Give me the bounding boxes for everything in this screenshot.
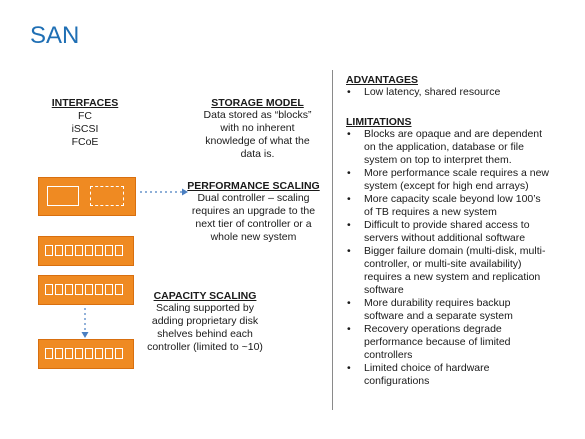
- active-controller-icon: [47, 186, 79, 206]
- limitation-item: [346, 219, 561, 245]
- disk-shelf-icon: [38, 339, 134, 369]
- standby-controller-icon: [90, 186, 124, 206]
- limitation-line: • Bigger failure domain (multi-disk, multi-: [364, 245, 546, 257]
- limitation-line: • More performance scale requires a new: [364, 167, 550, 179]
- limitation-line: configurations: [364, 375, 430, 387]
- limitation-line: system on top to interpret them.: [364, 154, 512, 166]
- limitation-item: [346, 362, 561, 388]
- limitation-item: [346, 297, 561, 323]
- controller-pair-icon: [38, 177, 136, 216]
- limitation-item: [346, 245, 561, 297]
- limitation-item: [346, 167, 561, 193]
- limitation-line: of TB requires a new system: [364, 206, 497, 218]
- capacity-scaling-line: adding proprietary disk: [151, 315, 259, 327]
- interface-item: FCoE: [71, 136, 99, 148]
- disk-shelf-icon: [38, 275, 134, 305]
- limitations-heading: LIMITATIONS: [346, 116, 412, 128]
- limitation-line: • More durability requires backup: [364, 297, 511, 309]
- limitation-line: requires a new system and replication: [364, 271, 541, 283]
- storage-model-line: data is.: [240, 148, 275, 160]
- storage-model-line: Data stored as “blocks”: [203, 109, 312, 121]
- limitations-section: [346, 116, 561, 388]
- limitation-line: • Recovery operations degrade: [364, 323, 502, 335]
- limitation-item: [346, 323, 561, 362]
- limitation-line: • More capacity scale beyond low 100’s: [364, 193, 541, 205]
- limitation-line: • Blocks are opaque and are dependent: [364, 128, 543, 140]
- advantages-heading: ADVANTAGES: [346, 74, 418, 86]
- storage-model-line: with no inherent: [220, 122, 295, 134]
- vertical-divider: [332, 70, 333, 410]
- limitation-line: software and a separate system: [364, 310, 513, 322]
- interface-item: FC: [78, 110, 92, 122]
- performance-scaling-line: whole new system: [210, 231, 297, 243]
- limitations-list: [346, 128, 561, 388]
- disk-shelf-icon: [38, 236, 134, 266]
- capacity-scaling-line: shelves behind each: [157, 328, 253, 340]
- limitation-line: on the application, database or file: [364, 141, 524, 153]
- storage-model-line: knowledge of what the: [205, 135, 310, 147]
- limitation-line: system (except for high end arrays): [364, 180, 529, 192]
- capacity-scaling-line: Scaling supported by: [155, 302, 255, 314]
- limitation-item: [346, 128, 561, 167]
- performance-scaling-line: Dual controller – scaling: [197, 192, 310, 204]
- performance-scaling-section: [186, 180, 321, 244]
- limitation-line: controller, or multi-site availability): [364, 258, 522, 270]
- limitation-line: software: [364, 284, 404, 296]
- interfaces-heading: INTERFACES: [51, 97, 119, 109]
- dotted-arrow-down-icon: [80, 308, 90, 338]
- capacity-scaling-line: controller (limited to ~10): [147, 341, 263, 353]
- interface-item: iSCSI: [71, 123, 99, 135]
- limitation-line: servers without additional software: [364, 232, 526, 244]
- limitation-line: • Limited choice of hardware: [364, 362, 490, 374]
- storage-model-section: [190, 97, 325, 161]
- capacity-scaling-section: [140, 290, 270, 354]
- advantages-list: [346, 86, 556, 99]
- capacity-scaling-heading: CAPACITY SCALING: [153, 290, 257, 302]
- limitation-item: [346, 193, 561, 219]
- interfaces-section: [40, 97, 130, 149]
- limitation-line: performance because of limited: [364, 336, 511, 348]
- dotted-arrow-right-icon: [140, 187, 188, 197]
- page-title: SAN: [30, 22, 80, 49]
- advantage-item: • Low latency, shared resource: [346, 86, 556, 99]
- performance-scaling-line: requires an upgrade to the: [191, 205, 316, 217]
- performance-scaling-heading: PERFORMANCE SCALING: [187, 180, 320, 192]
- advantages-section: [346, 74, 556, 99]
- limitation-line: • Difficult to provide shared access to: [364, 219, 530, 231]
- limitation-line: controllers: [364, 349, 413, 361]
- performance-scaling-line: next tier of controller or a: [195, 218, 312, 230]
- storage-model-heading: STORAGE MODEL: [211, 97, 304, 109]
